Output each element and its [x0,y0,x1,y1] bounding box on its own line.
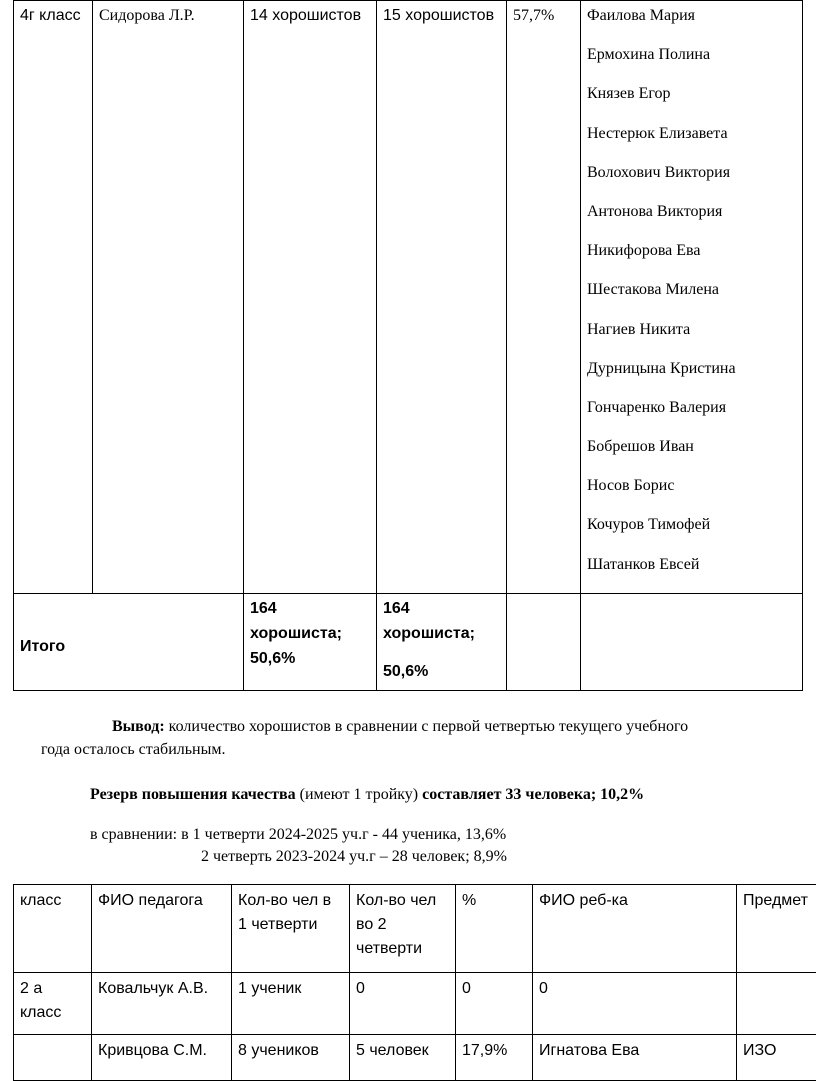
q2-count-cell: 15 хорошистов [377,1,507,594]
total-q2-cell [377,593,507,690]
column-header: ФИО педагога [92,885,232,973]
table-header-row [14,885,816,973]
reserve-table [13,884,816,1081]
table-cell: 5 человек [350,1035,456,1081]
total-students-cell [581,593,803,690]
table-cell [14,1035,92,1081]
list-item: Гончаренко Валерия [587,398,727,416]
list-item: Дурницына Кристина [587,359,736,377]
table-cell: Ковальчук А.В. [92,973,232,1035]
comparison-line2: 2 четверть 2023-2024 уч.г – 28 человек; 8,9% [201,848,507,865]
column-header: Кол-во чел в 1 четверти [232,885,350,973]
list-item: Шатанков Евсей [587,555,700,573]
total-q1-cell [244,593,377,690]
column-header: ФИО реб-ка [533,885,737,973]
table-row [14,1,803,594]
list-item: Бобрешов Иван [587,438,694,456]
reserve-normal: (имеют 1 тройку) [295,786,423,803]
reserve-bold-start: Резерв повышения качества [90,786,296,803]
list-item: Волохович Виктория [587,163,731,181]
table-cell: ИЗО [737,1035,816,1081]
list-item: Носов Борис [587,477,675,495]
total-q1-percent: 50,6% [250,649,296,667]
q1-count-cell: 14 хорошистов [244,1,377,594]
total-label: Итого [14,593,244,690]
reserve-bold-end: составляет 33 человека; 10,2% [422,786,645,803]
total-q2-count: 164 хорошиста; [383,599,475,642]
table-cell: 1 ученик [232,973,350,1035]
table-cell: Кривцова С.М. [92,1035,232,1081]
conclusion-line2: года осталось стабильным. [41,741,226,758]
table-cell: 8 учеников [232,1035,350,1081]
conclusion-line1 [112,716,688,738]
students-cell [581,1,803,594]
total-q1-count: 164 хорошиста; [250,599,342,642]
column-header: класс [14,885,92,973]
conclusion-text: количество хорошистов в сравнении с первой четвертью текущего учебного [164,718,689,735]
students-table [13,0,803,691]
list-item: Фаилова Мария [587,7,695,24]
student-list [587,5,796,593]
table-row [14,1035,816,1081]
column-header: Предмет [737,885,816,973]
table-cell: 0 [533,973,737,1035]
list-item: Нестерюк Елизавета [587,124,728,142]
list-item: Кочуров Тимофей [587,516,711,534]
table-cell: 0 [456,973,533,1035]
table-cell: 17,9% [456,1035,533,1081]
reserve-line [90,784,644,806]
total-q2-percent: 50,6% [383,662,429,680]
table-cell: Игнатова Ева [533,1035,737,1081]
total-row [14,593,803,690]
class-cell: 4г класс [14,1,93,594]
teacher-cell: Сидорова Л.Р. [93,1,244,594]
list-item: Нагиев Никита [587,320,691,338]
total-percent-cell [507,593,581,690]
table-cell [737,973,816,1035]
list-item: Никифорова Ева [587,242,701,260]
conclusion-label: Вывод: [112,718,165,735]
percent-cell: 57,7% [507,1,581,594]
column-header: % [456,885,533,973]
column-header: Кол-во чел во 2 четверти [350,885,456,973]
list-item: Ермохина Полина [587,46,711,64]
table-cell: 0 [350,973,456,1035]
table-row [14,973,816,1035]
list-item: Шестакова Милена [587,281,719,299]
comparison-line1: в сравнении: в 1 четверти 2024-2025 уч.г - 44 ученика, 13,6% [90,826,507,843]
list-item: Антонова Виктория [587,202,723,220]
table-cell: 2 а класс [14,973,92,1035]
list-item: Князев Егор [587,85,671,103]
